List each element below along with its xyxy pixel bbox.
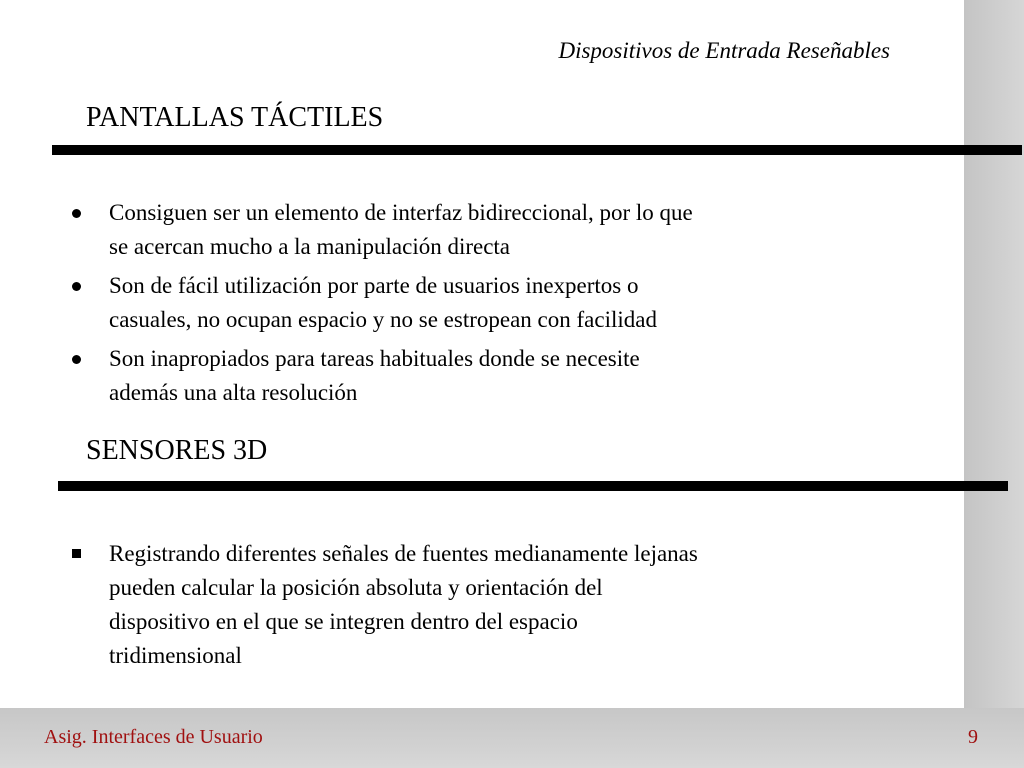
list-item	[0, 269, 960, 337]
list-item-line: además una alta resolución	[109, 380, 358, 405]
list-item-line: Son de fácil utilización por parte de usuarios inexpertos o	[109, 273, 639, 298]
bullet-square-icon	[72, 549, 81, 558]
bullet-list-sensores-3d	[0, 537, 960, 678]
list-item-line: se acercan mucho a la manipulación directa	[109, 234, 511, 259]
list-item-line: casuales, no ocupan espacio y no se estropean con facilidad	[109, 307, 657, 332]
bullet-dot-icon	[72, 282, 81, 291]
section-heading-pantallas-tactiles: PANTALLAS TÁCTILES	[86, 102, 384, 133]
list-item	[0, 342, 960, 410]
bullet-list-pantallas-tactiles	[0, 196, 960, 415]
list-item-line: dispositivo en el que se integren dentro del espacio	[109, 609, 578, 634]
list-item	[0, 196, 960, 264]
list-item-line: Consiguen ser un elemento de interfaz bidireccional, por lo que	[109, 200, 693, 225]
footer-page-number: 9	[968, 726, 978, 748]
right-side-band	[964, 0, 1024, 768]
bullet-dot-icon	[72, 209, 81, 218]
list-item	[0, 537, 960, 673]
section-divider-rule	[52, 145, 1022, 155]
slide-header-title: Dispositivos de Entrada Reseñables	[558, 38, 890, 63]
section-divider-rule	[58, 481, 1008, 491]
list-item-line: tridimensional	[109, 643, 242, 668]
section-heading-sensores-3d: SENSORES 3D	[86, 435, 268, 466]
footer-course-title: Asig. Interfaces de Usuario	[44, 726, 263, 748]
bullet-dot-icon	[72, 355, 81, 364]
list-item-line: Son inapropiados para tareas habituales donde se necesite	[109, 346, 640, 371]
list-item-line: Registrando diferentes señales de fuentes medianamente lejanas	[109, 541, 698, 566]
list-item-line: pueden calcular la posición absoluta y orientación del	[109, 575, 603, 600]
